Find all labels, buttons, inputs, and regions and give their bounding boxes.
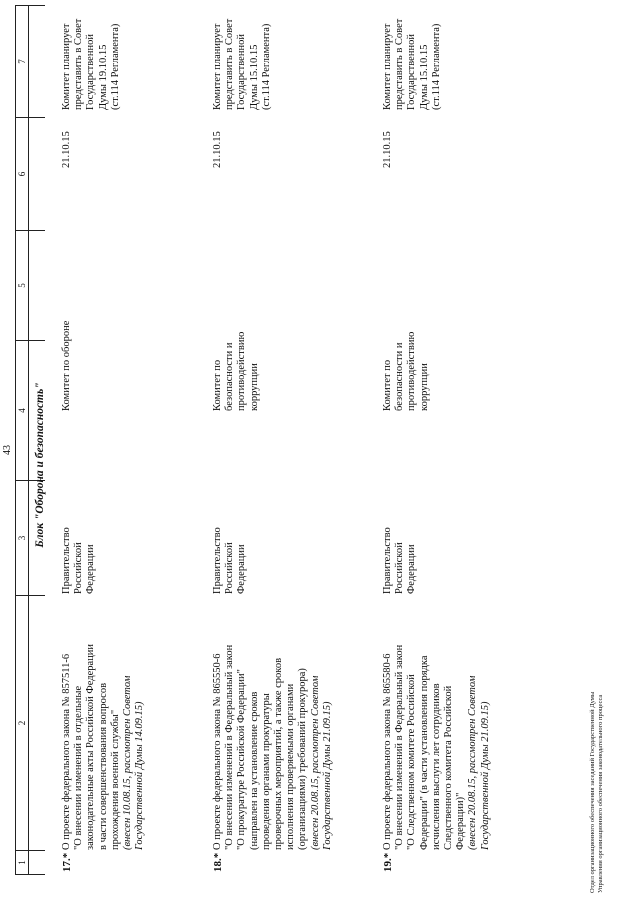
desc-line: (организациями) требований прокурора) [297,668,309,850]
desc-line: "О внесении изменений в отдельные [73,685,85,850]
committee [61,311,73,411]
plan-line: Думы 15.10.15 [418,44,430,110]
desc-line: "О прокуратуре Российской Федерации" [236,669,248,850]
plan-line: Государственной [85,34,97,110]
plan-line: Государственной [236,34,248,110]
plan-line: (ст.114 Регламента) [109,23,121,110]
committee-line: противодействию [406,331,418,411]
column-number-5: 5 [16,230,28,340]
desc-line: исчисления выслуги лет сотрудников [430,683,442,850]
column-number-6: 6 [16,117,28,230]
column-number-4: 4 [16,340,28,480]
column-number-3: 3 [16,480,28,595]
desc-line: исполнения проверяемыми органами [285,683,297,850]
committee-line: коррупции [418,363,430,411]
footer-line: Управления организационного обеспечения законодательного процесса [597,694,604,893]
column-number-7: 7 [17,59,27,64]
row-number: 17.* [61,852,73,872]
plan-line: Комитет планирует [61,23,72,110]
plan-note [61,5,122,110]
bill-note: Государственной Думы 14.09.15) [134,701,146,850]
plan-line: Думы 19.10.15 [97,44,109,110]
initiator-line: Федерации [406,544,418,594]
initiator-line: Федерации [236,544,248,594]
plan-line: Комитет планирует [382,23,393,110]
bill-description [382,600,492,850]
column-rule [29,850,45,851]
desc-line: Федерации" (в части установления порядка [418,655,430,850]
desc-line: в части совершенствования вопросов [97,682,109,850]
initiator [212,499,249,594]
initiator-line: Правительство [382,527,393,594]
desc-line: О проекте федерального закона № 865550-6 [212,653,223,850]
desc-line: О проекте федерального закона № 865580-6 [382,653,393,850]
row-number: 19.* [382,852,394,872]
committee [382,311,431,411]
desc-line: "О Следственном комитете Российской [406,674,418,850]
row-number: 18.* [212,852,224,872]
bill-description [212,600,334,850]
committee-line: Комитет по [212,359,223,411]
desc-line: Федерации)" [455,792,467,850]
committee-line: противодействию [236,331,248,411]
bill-note: Государственной Думы 21.09.15) [321,701,333,850]
committee-line: безопасности и [394,342,406,411]
plan-line: (ст.114 Регламента) [260,23,272,110]
column-rule [29,117,45,118]
initiator-line: Федерации [85,544,97,594]
initiator [61,499,98,594]
date: 21.10.15 [382,131,393,168]
plan-note [382,5,443,110]
desc-line: законодательные акты Российской Федерации [85,643,97,850]
plan-line: представить в Совет [224,18,236,110]
plan-line: представить в Совет [73,18,85,110]
committee-line: коррупции [248,363,260,411]
desc-line: "О внесении изменений в Федеральный закон [224,644,236,850]
initiator-line: Российской [73,542,85,594]
date: 21.10.15 [61,131,72,168]
plan-note [212,5,273,110]
column-number-2: 2 [16,595,28,850]
desc-line: проверочных мероприятий, а также сроков [273,657,285,850]
desc-line: (направлен на установление сроков [248,691,260,850]
section-title: Блок "Оборона и безопасность" [34,382,46,548]
initiator-line: Российской [224,542,236,594]
footer-line: Отдел организационного обеспечения заседаний Государственной Думы [589,691,596,893]
column-number-1: 1 [16,850,28,874]
bill-note: (внесен 20.08.15, рассмотрен Советом [467,675,479,850]
desc-line: О проекте федерального закона № 857511-6 [61,653,72,850]
column-number-header [15,5,29,875]
bill-note: Государственной Думы 21.09.15) [479,701,491,850]
desc-line: прохождения военной службы" [109,709,121,850]
bill-note: (внесен 20.08.15, рассмотрен Советом [309,675,321,850]
initiator-line: Правительство [212,527,223,594]
initiator-line: Российской [394,542,406,594]
date: 21.10.15 [212,131,223,168]
plan-line: (ст.114 Регламента) [430,23,442,110]
committee-line: Комитет по обороне [61,320,72,411]
plan-line: Думы 15.10.15 [248,44,260,110]
column-rule [29,230,45,231]
initiator [382,499,419,594]
plan-line: представить в Совет [394,18,406,110]
desc-line: проведения органами прокуратуры [260,693,272,850]
bill-note: (внесен 10.08.15, рассмотрен Советом [122,675,134,850]
committee-line: Комитет по [382,359,393,411]
desc-line: Следственного комитета Российской [443,685,455,850]
plan-line: Государственной [406,34,418,110]
desc-line: "О внесении изменений в Федеральный закон [394,644,406,850]
committee-line: безопасности и [224,342,236,411]
column-rule [29,874,45,875]
bill-description [61,600,146,850]
initiator-line: Правительство [61,527,72,594]
page-number: 43 [2,445,13,455]
committee [212,311,261,411]
column-rule [29,5,45,6]
plan-line: Комитет планирует [212,23,223,110]
